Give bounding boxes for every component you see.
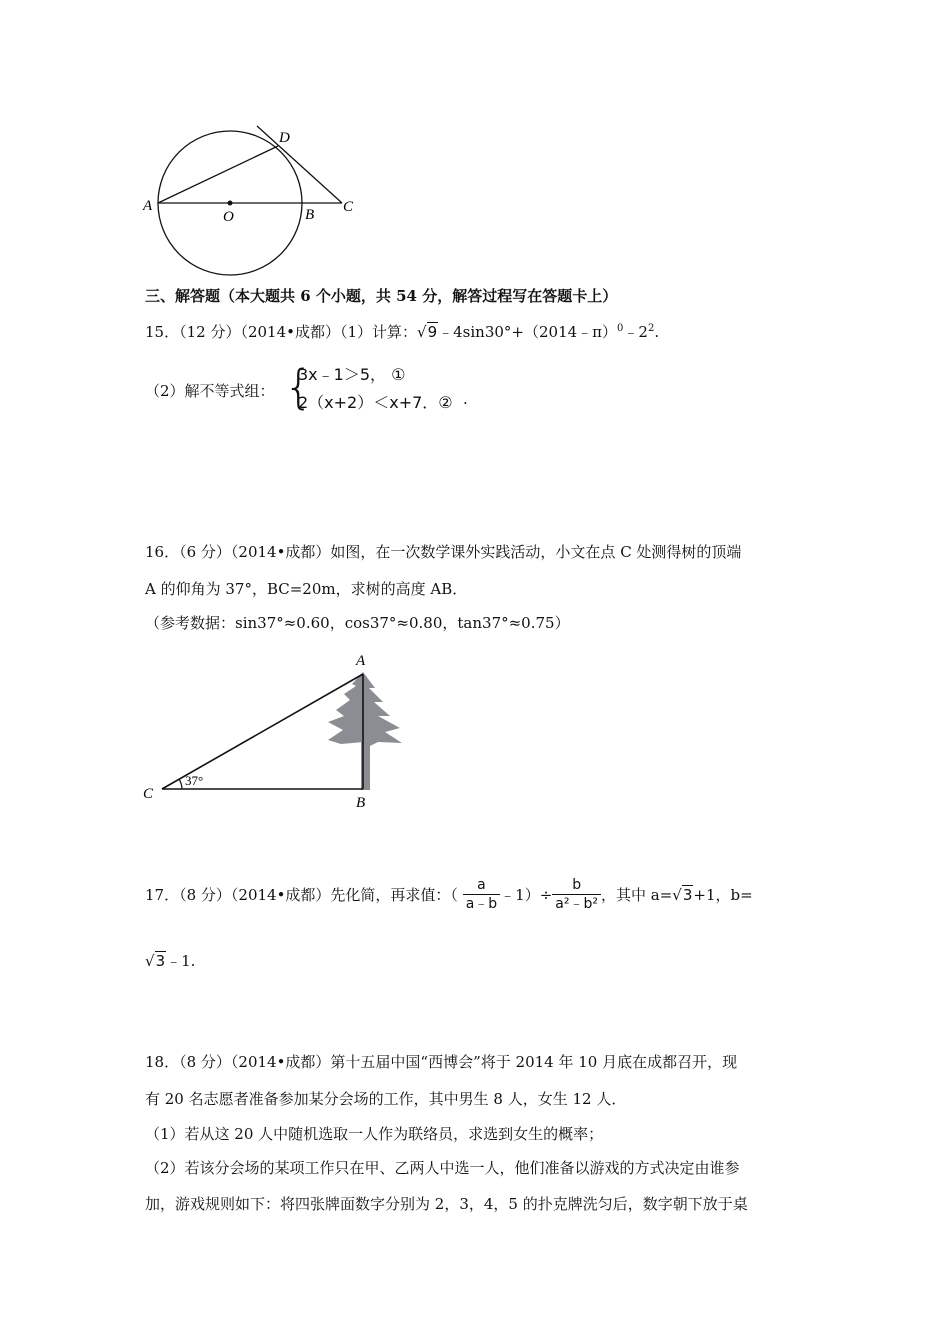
q17-frac1-den: a﹣b (465, 896, 498, 912)
sqrt-icon: √ (672, 885, 682, 904)
label-c: C (343, 199, 354, 215)
q16-line3: （参考数据：sin37°≈0.60，cos37°≈0.80，tan37°≈0.75） (145, 614, 570, 632)
label-c2: C (143, 786, 154, 802)
q17-frac2-num: b (552, 876, 601, 895)
q17-prefix: 17．（8 分）（2014•成都）先化简，再求值：（ (145, 886, 458, 904)
q17-frac2 (552, 876, 601, 913)
q15-part2-label: （2）解不等式组： (145, 382, 275, 400)
q17-frac1-num: a (463, 876, 500, 895)
label-d: D (279, 130, 290, 146)
label-b2: B (356, 795, 366, 811)
q15-meta: （12 分）（2014•成都）（1）计算： (179, 323, 418, 341)
q17-line2 (145, 950, 195, 971)
q18-line1: 18．（8 分）（2014•成都）第十五届中国“西博会”将于 2014 年 10 月底在成都召开，现 (145, 1053, 738, 1071)
q17-b-radicand: 3 (155, 952, 166, 970)
q17-frac2-den: a²﹣b² (555, 896, 598, 912)
label-a: A (143, 198, 153, 214)
q15-expr-end: ﹣2 (623, 323, 648, 341)
q15-expr-mid: ﹣4sin30°+（2014﹣π） (438, 323, 618, 341)
label-a2: A (356, 653, 366, 669)
label-o: O (223, 209, 234, 225)
q18-line3: （1）若从这 20 人中随机选取一人作为联络员，求选到女生的概率； (145, 1125, 604, 1143)
q17-mid: ﹣1）÷ (500, 886, 553, 904)
q17-a-rest: +1，b= (693, 886, 753, 904)
q15-radicand: 9 (427, 323, 438, 341)
line-ca (162, 674, 363, 789)
q16-line1: 16．（6 分）（2014•成都）如图，在一次数学课外实践活动，小文在点 C 处测得树的顶端 (145, 543, 742, 561)
angle-label: 37° (185, 773, 204, 788)
q15-ineq2: 2（x+2）＜x+7．② (298, 393, 453, 412)
circle-tangent-figure (135, 118, 375, 283)
sqrt-icon: √ (417, 323, 427, 341)
center-dot (228, 201, 233, 206)
q15-part1 (145, 321, 659, 342)
angle-arc (179, 779, 182, 789)
q15-exp0: 0 (617, 323, 624, 334)
sqrt-icon: √ (145, 952, 155, 970)
brace-icon: { (284, 360, 314, 414)
q17-line1 (145, 876, 753, 913)
q17-suffix: ，其中 a= (601, 886, 673, 904)
q15-exp2: 2 (647, 323, 655, 334)
q17-a-radicand: 3 (682, 885, 693, 904)
q15-number: 15． (145, 323, 180, 341)
section-heading: 三、解答题（本大题共 6 个小题，共 54 分，解答过程写在答题卡上） (145, 287, 618, 305)
q18-line5: 加，游戏规则如下：将四张牌面数字分别为 2，3，4，5 的扑克牌洗匀后，数字朝下放于桌 (145, 1195, 748, 1213)
tree-triangle-figure (138, 650, 418, 815)
q15-period: . (654, 323, 660, 341)
q16-line2: A 的仰角为 37°，BC=20m，求树的高度 AB． (145, 580, 468, 598)
q15-ineq1: 3x﹣1＞5， ① (298, 365, 406, 384)
q15-ineq-end: . (463, 390, 468, 408)
tangent-line (257, 126, 342, 203)
label-b: B (305, 207, 315, 223)
q18-line4: （2）若该分会场的某项工作只在甲、乙两人中选一人，他们准备以游戏的方式决定由谁参 (145, 1159, 740, 1177)
q17-b-rest: ﹣1. (166, 952, 196, 970)
q17-frac1 (463, 876, 500, 913)
q18-line2: 有 20 名志愿者准备参加某分会场的工作，其中男生 8 人，女生 12 人． (145, 1090, 627, 1108)
tree-icon (328, 672, 402, 790)
